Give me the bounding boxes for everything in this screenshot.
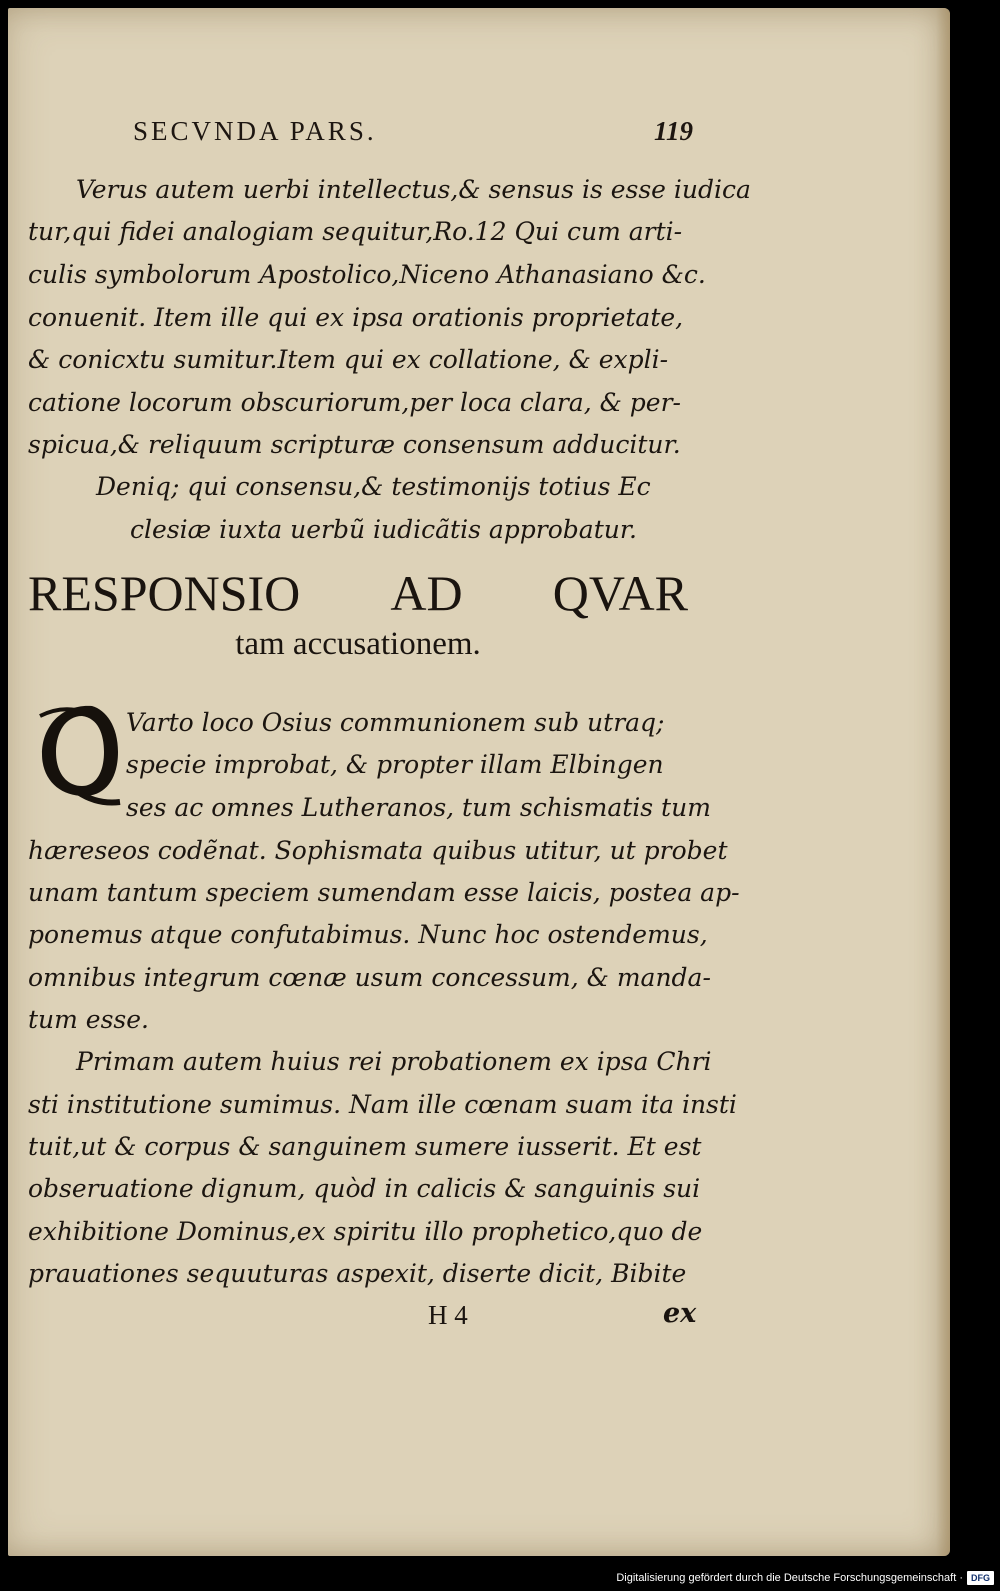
- credit-text: Digitalisierung gefördert durch die Deutsche Forschungsgemeinschaft ·: [616, 1572, 963, 1584]
- text-line: tum esse.: [28, 1005, 149, 1034]
- running-title: SECVNDA PARS.: [133, 116, 377, 146]
- dfg-logo-icon: DFG: [967, 1571, 994, 1585]
- text-line: prauationes sequuturas aspexit, diserte dicit, Bibite: [28, 1259, 687, 1288]
- text-line: Verus autem uerbi intellectus,& sensus is esse iudica: [76, 175, 751, 204]
- text-line: ses ac omnes Lutheranos, tum schismatis tum: [126, 793, 711, 822]
- drop-cap-q-icon: [34, 696, 122, 808]
- running-header: [133, 116, 693, 156]
- text-line: exhibitione Dominus,ex spiritu illo prophetico,quo de: [28, 1217, 703, 1246]
- text-line: specie improbat, & propter illam Elbingen: [126, 750, 664, 779]
- section-heading: [28, 563, 688, 623]
- text-line: Varto loco Osius communionem sub utraq;: [126, 708, 665, 737]
- text-line: & conicxtu sumitur.Item qui ex collatione, & expli-: [28, 345, 669, 374]
- digitization-credit: [616, 1568, 994, 1588]
- text-line: tuit,ut & corpus & sanguinem sumere iusserit. Et est: [28, 1132, 702, 1161]
- text-line: Deniq; qui consensu,& testimonijs totius Ec: [96, 472, 651, 501]
- text-line: tur,qui fidei analogiam sequitur,Ro.12 Qui cum arti-: [28, 217, 683, 246]
- signature-mark: H 4: [428, 1300, 468, 1330]
- text-line: Primam autem huius rei probationem ex ipsa Chri: [76, 1047, 712, 1076]
- text-line: omnibus integrum cœnæ usum concessum, & manda-: [28, 963, 711, 992]
- heading-word: RESPONSIO: [28, 565, 301, 621]
- catchword: ex: [663, 1298, 697, 1329]
- text-line: unam tantum speciem sumendam esse laicis, postea ap-: [28, 878, 740, 907]
- section-heading-continuation: tam accusationem.: [235, 626, 481, 662]
- text-line: culis symbolorum Apostolico,Niceno Athanasiano &c.: [28, 260, 706, 289]
- text-line: catione locorum obscuriorum,per loca clara, & per-: [28, 388, 681, 417]
- page-number: 119: [653, 116, 693, 146]
- text-line: spicua,& reliquum scripturæ consensum adducitur.: [28, 430, 681, 459]
- heading-word: AD: [390, 565, 463, 621]
- text-line: conuenit. Item ille qui ex ipsa orationis proprietate,: [28, 303, 684, 332]
- heading-word: QVAR: [552, 565, 688, 621]
- book-page: [8, 8, 950, 1556]
- text-line: obseruatione dignum, quòd in calicis & sanguinis sui: [28, 1174, 701, 1203]
- text-line: clesiæ iuxta uerbũ iudicãtis approbatur.: [130, 515, 637, 544]
- text-line: sti institutione sumimus. Nam ille cœnam suam ita insti: [28, 1090, 737, 1119]
- text-line: hæreseos codẽnat. Sophismata quibus utitur, ut probet: [28, 836, 728, 865]
- text-line: ponemus atque confutabimus. Nunc hoc ostendemus,: [28, 920, 708, 949]
